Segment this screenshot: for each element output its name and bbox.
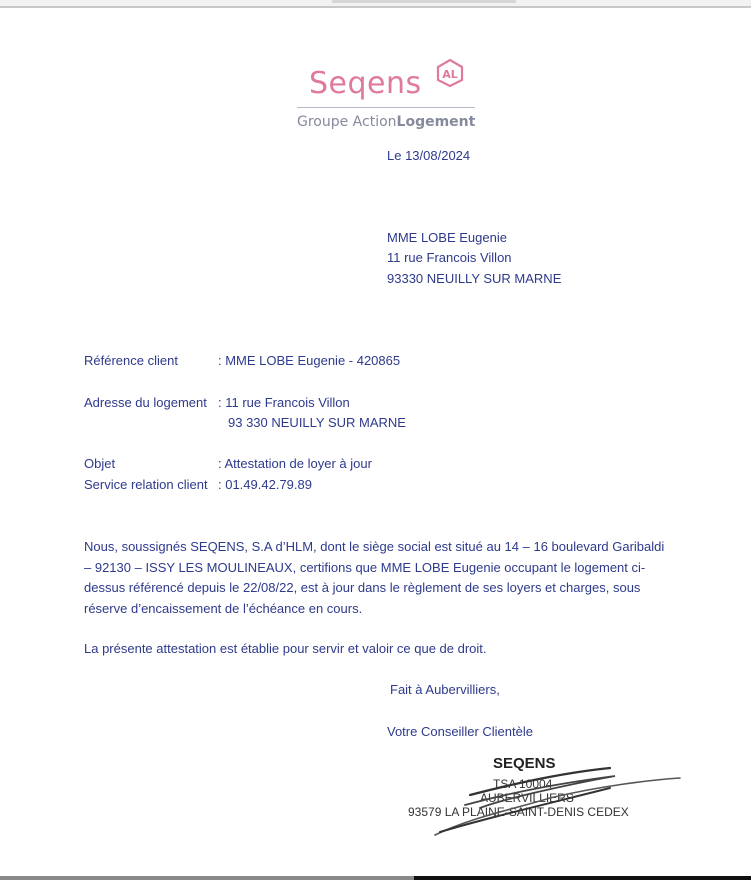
logo-subtitle-bold: Logement	[396, 114, 476, 130]
object-label: Objet	[84, 456, 116, 471]
viewer-tab[interactable]	[332, 0, 516, 3]
viewer-bottom-bar-dark	[414, 876, 751, 880]
logo-subtitle-light: Groupe Action	[297, 114, 397, 130]
document-page	[0, 8, 751, 876]
service-value: : 01.49.42.79.89	[218, 477, 312, 492]
object-value: : Attestation de loyer à jour	[218, 456, 372, 471]
reference-label: Référence client	[84, 353, 178, 368]
reference-value: : MME LOBE Eugenie - 420865	[218, 353, 401, 368]
recipient-name: MME LOBE Eugenie	[387, 230, 507, 245]
address-value-line2: 93 330 NEUILLY SUR MARNE	[228, 415, 406, 430]
action-logement-badge-icon	[435, 58, 465, 88]
stamp-line-2: AUBERVILLIERS	[480, 791, 574, 805]
badge-text: AL	[442, 68, 458, 81]
stamp-line-1: TSA 10004	[493, 777, 553, 791]
letter-date: Le 13/08/2024	[387, 148, 471, 163]
logo-brand: Seqens	[309, 66, 422, 101]
seqens-logo	[297, 58, 477, 138]
recipient-city: 93330 NEUILLY SUR MARNE	[387, 271, 562, 286]
stamp-title: SEQENS	[493, 755, 556, 772]
body-paragraph-1: Nous, soussignés SEQENS, S.A d’HLM, dont le siège social est situé au 14 – 16 boulevard Garibaldi – 92130 – ISSY LES MOULINEAUX, certifions que MME LOBE Eugenie occupant le logement ci-dessus référencé depuis le 22/08/22, est à jour dans le règlement de ses loyers et charges, sous réserve d’encaissement de l’échéance en cours.	[84, 539, 665, 616]
service-label: Service relation client	[84, 477, 208, 492]
signature-scribble-icon	[410, 760, 690, 840]
address-value-line1: : 11 rue Francois Villon	[218, 395, 350, 410]
closing-place: Fait à Aubervilliers,	[390, 682, 500, 697]
body-paragraph-2: La présente attestation est établie pour servir et valoir ce que de droit.	[84, 641, 487, 656]
stamp-line-3: 93579 LA PLAINE-SAINT-DENIS CEDEX	[408, 805, 629, 819]
logo-divider	[297, 107, 475, 108]
closing-signatory: Votre Conseiller Clientèle	[387, 724, 533, 739]
logo-subtitle	[297, 114, 475, 130]
address-label: Adresse du logement	[84, 395, 207, 410]
recipient-street: 11 rue Francois Villon	[387, 250, 512, 265]
